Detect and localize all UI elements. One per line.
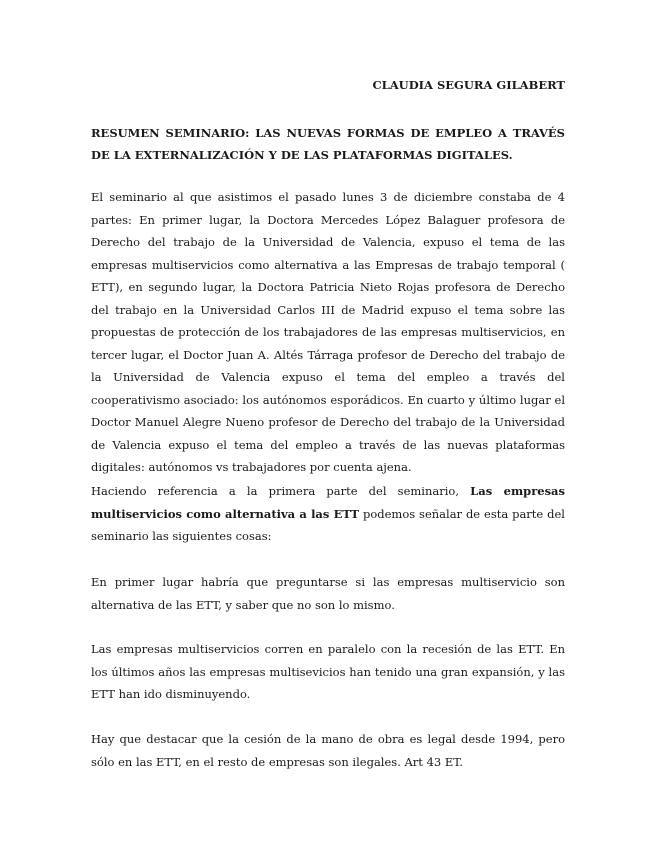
paragraph-2-rest: podemos señalar de esta parte del seminario las siguientes cosas:: [91, 506, 565, 543]
paragraph-labor-cession: Hay que destacar que la cesión de la mano de obra es legal desde 1994, pero sólo en las ETT, en el resto de empresas son ilegales. Art 43 ET.: [91, 732, 565, 769]
paragraph-seminar-overview: El seminario al que asistimos el pasado lunes 3 de diciembre constaba de 4 partes: En primer lugar, la Doctora Mercedes López Balaguer profesora de Derecho del trabajo de la Universidad de Valencia, expuso el tema de las empresas multiservicios como alternativa a las Empresas de trabajo temporal ( ETT), en segundo lugar, la Doctora Patricia Nieto Rojas profesora de Derecho del trabajo en la Universidad Carlos III de Madrid expuso el tema sobre las propuestas de protección de los trabajadores de las empresas multiservicios, en tercer lugar, el Doctor Juan A. Altés Tárraga profesor de Derecho del trabajo de la Universidad de Valencia expuso el tema del empleo a través del cooperativismo asociado: los autónomos esporádicos. En cuarto y último lugar el Doctor Manuel Alegre Nueno profesor de Derecho del trabajo de la Universidad de Valencia expuso el tema del empleo a través de las nuevas plataformas digitales: autónomos vs trabajadores por cuenta ajena.: [91, 190, 565, 474]
author-name: CLAUDIA SEGURA GILABERT: [372, 78, 565, 92]
document-title: RESUMEN SEMINARIO: LAS NUEVAS FORMAS DE EMPLEO A TRAVÉS DE LA EXTERNALIZACIÓN Y DE LAS PLATAFORMAS DIGITALES.: [91, 126, 565, 162]
paragraph-first-part-intro: [91, 480, 565, 548]
paragraph-alternative-question: En primer lugar habría que preguntarse si las empresas multiservicio son alternativa de las ETT, y saber que no son lo mismo.: [91, 575, 565, 612]
paragraph-2-bold-topic: Las empresas multiservicios como alternativa a las ETT: [91, 484, 565, 521]
paragraph-parallel-recession: Las empresas multiservicios corren en paralelo con la recesión de las ETT. En los últimos años las empresas multisevicios han tenido una gran expansión, y las ETT han ido disminuyendo.: [91, 642, 565, 701]
paragraph-2-intro: Haciendo referencia a la primera parte del seminario,: [91, 484, 471, 498]
